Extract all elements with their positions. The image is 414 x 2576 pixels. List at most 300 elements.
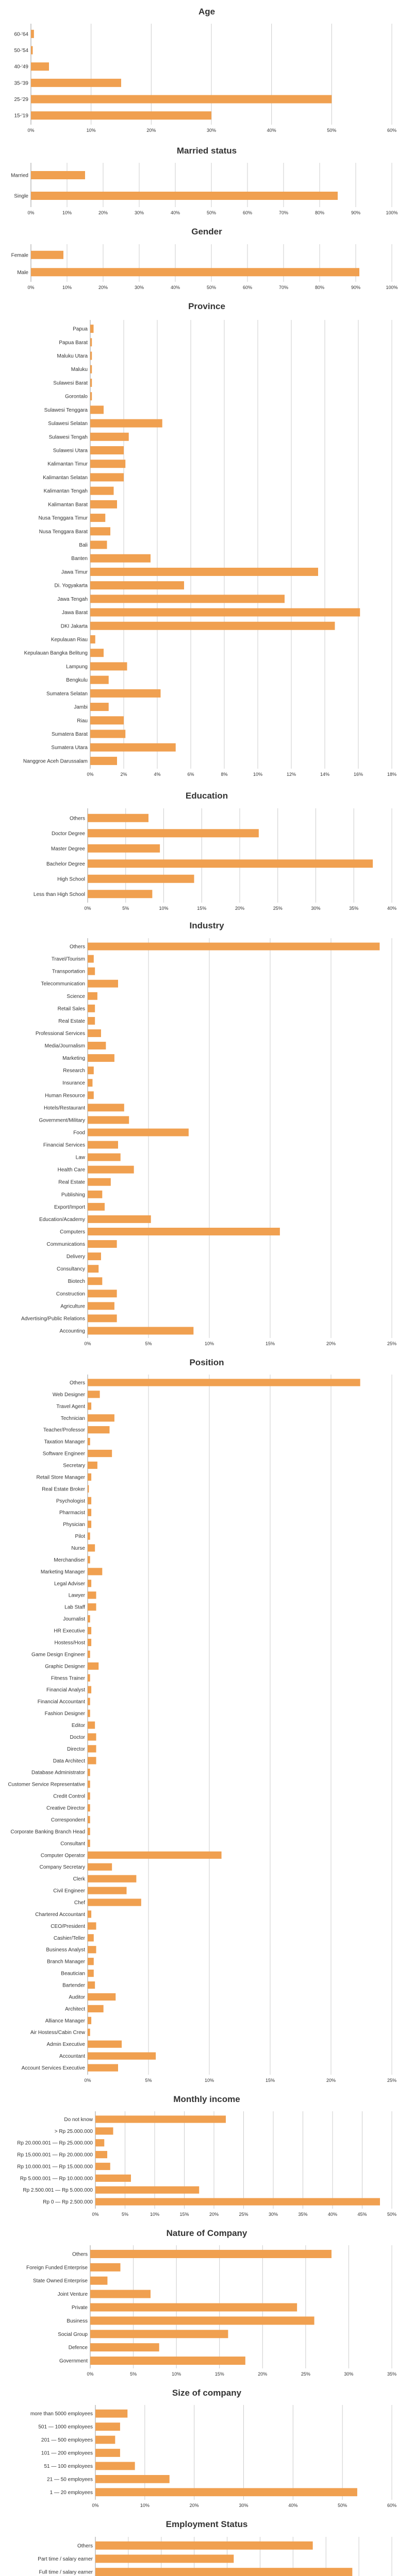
province-category-label-20: Jawa Tengah [57,596,88,602]
nature-of-company-tick-label-3: 15% [214,2371,224,2377]
position-category-label-25: Fitness Trainer [51,1675,85,1682]
industry-bar-food-15 [88,1129,189,1137]
size-of-company-category-label-2: 201 — 500 employees [41,2437,93,2444]
position-bar-taxation-manager-5 [88,1438,90,1445]
industry-tick-label-1: 5% [145,1341,152,1346]
province-tick-label-5: 10% [253,772,263,777]
position-category-label-34: Customer Service Representative [8,1782,85,1788]
province-bar-sulawesi-barat-4 [90,379,92,387]
industry-bar-human-resource-12 [88,1091,94,1099]
nature-of-company-bar-others-0 [90,2250,332,2258]
province-category-label-22: DKI Jakarta [60,623,88,630]
position-bar-fitness-trainer-25 [88,1674,90,1682]
industry-category-label-18: Health Care [57,1167,85,1173]
age-tick-label-4: 40% [267,128,276,133]
position-category-label-2: Travel Agent [56,1403,85,1410]
position-bar-others-0 [88,1379,360,1386]
position-category-label-12: Physician [63,1522,85,1528]
size-of-company-bar-more-than-5000-employees-0 [95,2410,127,2418]
industry-category-label-16: Financial Services [43,1142,85,1148]
province-bar-nusa-tenggara-barat-15 [90,527,110,535]
size-of-company-bar-101-200-employees-3 [95,2449,120,2457]
size-of-company-tick-label-6: 60% [387,2503,397,2508]
gender-bar-female-0 [31,251,63,259]
position-category-label-18: Lawyer [68,1592,85,1599]
employment-status-bar-others-0 [95,2541,313,2550]
age-category-label-5: 15-'19 [14,113,28,119]
nature-of-company-tick-label-2: 10% [172,2371,181,2377]
position-category-label-49: Branch Manager [47,1959,85,1965]
province-tick-label-6: 12% [286,772,296,777]
age-tick-label-6: 60% [387,128,397,133]
province-chart-title: Province [188,301,225,311]
position-category-label-43: Civil Engineer [53,1888,85,1894]
position-bar-chartered-accountant-45 [88,1910,91,1918]
nature-of-company-category-label-8: Government [59,2358,88,2364]
nature-of-company-bar-business-5 [90,2316,314,2325]
position-category-label-6: Software Engineer [42,1451,85,1457]
monthly-income-tick-label-3: 15% [179,2212,189,2217]
industry-bar-hotels-restaurant-13 [88,1104,124,1111]
gender-category-label-0: Female [11,252,28,259]
industry-category-label-30: Advertising/Public Relations [21,1316,85,1322]
province-tick-label-3: 6% [187,772,194,777]
position-category-label-52: Auditor [69,1994,85,2001]
province-category-label-17: Banten [71,556,88,562]
position-bar-customer-service-representative-34 [88,1781,90,1788]
gender-tick-label-1: 10% [62,285,72,290]
province-category-label-13: Kalimantan Barat [48,502,88,508]
monthly-income-bar-rp-25-000-000-1 [95,2127,113,2134]
size-of-company-bar-1-20-employees-6 [95,2488,357,2496]
province-category-label-28: Jambi [74,704,88,710]
position-bar-database-administrator-33 [88,1769,90,1776]
province-bar-kepulauan-bangka-belitung-24 [90,649,104,657]
age-category-label-3: 35-'39 [14,80,28,87]
position-category-label-50: Beautician [61,1971,85,1977]
position-bar-director-31 [88,1745,96,1752]
gender-tick-label-7: 70% [278,285,289,290]
monthly-income-bar-rp-0-rp-2-500-000-7 [95,2198,380,2205]
nature-of-company-category-label-7: Defence [68,2345,88,2351]
gender-tick-label-2: 20% [98,285,108,290]
position-category-label-9: Real Estate Broker [42,1486,85,1493]
industry-bar-real-estate-6 [88,1017,95,1025]
province-category-label-18: Jawa Timur [61,569,88,575]
monthly-income-category-label-4: Rp 10.000.001 — Rp 15.000.000 [17,2164,93,2170]
size-of-company-tick-label-3: 30% [239,2503,249,2508]
industry-bar-export-import-21 [88,1203,105,1211]
nature-of-company-bar-joint-venture-3 [90,2290,151,2298]
position-category-label-54: Alliance Manager [45,2018,85,2024]
industry-category-label-2: Transportation [52,969,85,975]
monthly-income-tick-label-6: 30% [268,2212,278,2217]
position-category-label-42: Clerk [73,1876,85,1883]
position-tick-label-2: 10% [204,2078,214,2083]
position-bar-cashier-teller-47 [88,1934,94,1941]
education-category-label-0: Others [69,816,85,822]
province-bar-jawa-tengah-20 [90,595,285,603]
industry-category-label-27: Biotech [68,1279,85,1285]
industry-category-label-19: Real Estate [58,1179,85,1185]
position-category-label-14: Nurse [71,1546,85,1552]
married-status-tick-label-1: 10% [62,210,72,215]
married-status-tick-label-4: 40% [170,210,180,215]
position-tick-label-0: 0% [84,2078,91,2083]
education-bar-high-school-4 [88,875,194,883]
education-bar-doctor-degree-1 [88,829,259,837]
position-category-label-38: Corporate Banking Branch Head [10,1829,85,1835]
age-category-label-0: 60-'64 [14,31,28,38]
monthly-income-bar-do-not-know-0 [95,2115,226,2123]
monthly-income-bar-rp-2-500-001-rp-5-000-000-6 [95,2187,199,2194]
province-bar-nanggroe-aceh-darussalam-32 [90,757,117,765]
position-bar-game-design-engineer-23 [88,1651,90,1658]
size-of-company-category-label-5: 21 — 50 employees [47,2477,93,2483]
province-bar-bengkulu-26 [90,676,109,684]
size-of-company-bar-21-50-employees-5 [95,2475,170,2483]
position-category-label-22: Hostess/Host [54,1640,85,1646]
position-bar-graphic-designer-24 [88,1663,98,1670]
position-tick-label-4: 20% [326,2078,336,2083]
province-bar-gorontalo-5 [90,392,92,400]
province-category-label-4: Sulawesi Barat [53,380,88,386]
position-tick-label-5: 25% [387,2078,397,2083]
industry-bar-biotech-27 [88,1277,102,1285]
size-of-company-category-label-6: 1 — 20 employees [49,2489,93,2496]
position-category-label-24: Graphic Designer [45,1664,85,1670]
married-status-bar-single-1 [31,192,338,200]
position-bar-hostess-host-22 [88,1639,91,1646]
position-category-label-16: Marketing Manager [40,1569,85,1575]
education-tick-label-6: 30% [311,906,321,911]
position-bar-software-engineer-6 [88,1450,112,1457]
monthly-income-tick-label-8: 40% [327,2212,338,2217]
married-status-tick-label-9: 90% [351,210,361,215]
married-status-tick-label-6: 60% [242,210,253,215]
industry-bar-marketing-9 [88,1054,114,1062]
position-bar-teacher-professor-4 [88,1426,109,1433]
position-category-label-53: Architect [65,2006,85,2012]
industry-category-label-28: Construction [56,1291,85,1297]
industry-category-label-12: Human Resource [45,1093,85,1099]
province-category-label-29: Riau [77,718,88,724]
province-bar-maluku-3 [90,365,92,374]
gender-tick-label-8: 80% [314,285,325,290]
married-status-bar-married-0 [31,171,85,179]
province-tick-label-1: 2% [120,772,127,777]
industry-category-label-14: Government/Military [39,1117,85,1124]
province-category-label-32: Nanggroe Aceh Darussalam [23,758,88,765]
position-bar-hr-executive-21 [88,1627,91,1634]
position-category-label-33: Database Administrator [31,1770,85,1776]
position-category-label-5: Taxation Manager [44,1439,85,1445]
education-bar-bachelor-degree-3 [88,859,373,868]
position-bar-nurse-14 [88,1544,95,1551]
position-bar-business-analyst-48 [88,1946,96,1953]
province-bar-nusa-tenggara-timur-14 [90,514,105,522]
monthly-income-bar-rp-10-000-001-rp-15-000-000-4 [95,2163,110,2170]
nature-of-company-tick-label-4: 20% [258,2371,268,2377]
province-bar-papua-barat-1 [90,338,92,346]
industry-category-label-24: Communications [46,1242,85,1248]
industry-category-label-9: Marketing [62,1056,85,1062]
industry-bar-agriculture-29 [88,1302,114,1310]
industry-bar-travel-tourism-1 [88,955,94,963]
industry-category-label-10: Research [63,1068,85,1074]
position-bar-ceo-president-46 [88,1922,96,1929]
position-category-label-47: Cashier/Teller [53,1935,85,1941]
industry-category-label-26: Consultancy [56,1266,85,1273]
age-category-label-2: 40-'49 [14,64,28,70]
industry-bar-communications-24 [88,1240,117,1248]
age-bar-25-29-4 [31,95,332,104]
married-status-tick-label-3: 30% [134,210,144,215]
province-category-label-21: Jawa Barat [61,610,88,616]
position-category-label-26: Financial Analyst [46,1687,85,1693]
age-bar-50-54-1 [31,46,33,55]
size-of-company-bar-201-500-employees-2 [95,2436,115,2444]
married-status-category-label-1: Single [14,193,28,199]
province-bar-kepulauan-riau-23 [90,635,95,643]
industry-chart-title: Industry [189,921,224,930]
province-category-label-19: Di. Yogyakarta [54,583,88,589]
employment-status-chart-title: Employment Status [165,2519,248,2529]
age-tick-label-3: 30% [206,128,217,133]
gender-tick-label-9: 90% [351,285,361,290]
position-bar-fashion-designer-28 [88,1709,90,1717]
position-bar-journalist-20 [88,1615,90,1622]
education-tick-label-7: 35% [349,906,359,911]
size-of-company-category-label-3: 101 — 200 employees [41,2450,93,2456]
industry-bar-transportation-2 [88,968,95,975]
position-category-label-35: Credit Control [53,1793,85,1800]
position-bar-lab-staff-19 [88,1603,96,1611]
nature-of-company-tick-label-1: 5% [130,2371,137,2377]
monthly-income-bar-rp-20-000-001-rp-25-000-000-2 [95,2139,104,2146]
position-category-label-1: Web Designer [52,1392,85,1398]
industry-category-label-4: Science [67,993,85,999]
size-of-company-bar-501-1000-employees-1 [95,2422,120,2431]
position-category-label-28: Fashion Designer [44,1711,85,1717]
province-bar-maluku-utara-2 [90,352,92,360]
position-category-label-21: HR Executive [54,1628,85,1634]
industry-tick-label-5: 25% [387,1341,397,1346]
position-bar-financial-accountant-27 [88,1698,90,1705]
married-status-tick-label-8: 80% [314,210,325,215]
province-bar-riau-29 [90,716,124,724]
industry-category-label-17: Law [75,1155,85,1161]
position-bar-admin-executive-56 [88,2041,122,2048]
province-bar-kalimantan-timur-10 [90,460,125,468]
position-category-label-37: Correspondent [51,1817,85,1823]
industry-category-label-7: Professional Services [35,1030,85,1037]
industry-category-label-22: Education/Academy [39,1216,85,1223]
position-category-label-55: Air Hostess/Cabin Crew [30,2030,85,2036]
nature-of-company-bar-private-4 [90,2303,297,2312]
position-bar-clerk-42 [88,1875,136,1883]
married-status-tick-label-5: 50% [206,210,217,215]
married-status-tick-label-10: 100% [386,210,398,215]
industry-bar-financial-services-16 [88,1141,118,1149]
industry-bar-others-0 [88,943,379,951]
position-bar-corporate-banking-branch-head-38 [88,1828,90,1835]
size-of-company-category-label-4: 51 — 100 employees [44,2463,93,2469]
position-category-label-57: Accountant [59,2054,85,2060]
province-bar-jambi-28 [90,703,109,711]
position-category-label-7: Secretary [63,1463,85,1469]
position-bar-creative-director-36 [88,1804,90,1811]
industry-category-label-21: Export/Import [54,1204,85,1210]
education-category-label-4: High School [57,876,85,883]
position-category-label-19: Lab Staff [64,1604,85,1611]
education-tick-label-8: 40% [387,906,397,911]
industry-bar-insurance-11 [88,1079,92,1087]
industry-bar-consultancy-26 [88,1265,98,1273]
province-category-label-24: Kepulauan Bangka Belitung [24,650,88,656]
gender-bar-male-1 [31,268,359,276]
monthly-income-tick-label-2: 10% [150,2212,160,2217]
province-bar-kalimantan-barat-13 [90,500,117,509]
education-bar-less-than-high-school-5 [88,890,152,898]
position-category-label-3: Technician [60,1415,85,1421]
nature-of-company-bar-defence-7 [90,2343,159,2351]
province-category-label-2: Maluku Utara [57,353,88,360]
province-bar-sumatera-barat-30 [90,730,125,738]
employment-status-category-label-0: Others [77,2543,93,2549]
position-bar-travel-agent-2 [88,1402,91,1410]
age-chart-title: Age [198,7,216,16]
position-chart-title: Position [189,1358,224,1367]
industry-bar-government-military-14 [88,1116,129,1124]
position-bar-pharmacist-11 [88,1509,91,1516]
nature-of-company-category-label-3: Joint Venture [57,2292,88,2298]
position-bar-physician-12 [88,1521,91,1528]
education-category-label-5: Less than High School [33,891,85,897]
province-category-label-6: Sulawesi Tenggara [44,407,88,413]
province-bar-sulawesi-tenggara-6 [90,405,104,414]
employment-status-bar-part-time-salary-earner-1 [95,2555,234,2563]
industry-category-label-13: Hotels/Restaurant [43,1105,85,1111]
position-category-label-51: Bartender [62,1982,85,1989]
size-of-company-category-label-1: 501 — 1000 employees [38,2424,93,2430]
province-category-label-8: Sulawesi Tengah [48,434,88,440]
employment-status-category-label-1: Part time / salary earner [38,2556,93,2562]
position-bar-civil-engineer-43 [88,1887,127,1894]
position-bar-accountant-57 [88,2052,156,2059]
size-of-company-tick-label-1: 10% [140,2503,150,2508]
industry-bar-telecommunication-3 [88,980,118,988]
position-bar-architect-53 [88,2005,104,2012]
nature-of-company-category-label-4: Private [71,2305,88,2311]
age-tick-label-0: 0% [27,128,35,133]
education-category-label-2: Master Degree [51,846,85,852]
gender-category-label-1: Male [17,269,28,276]
nature-of-company-category-label-5: Business [67,2318,88,2324]
position-bar-account-services-executive-58 [88,2064,118,2071]
education-category-label-1: Doctor Degree [51,831,85,837]
industry-category-label-31: Accounting [59,1328,85,1334]
position-category-label-32: Data Architect [53,1758,85,1764]
position-bar-legal-adviser-17 [88,1580,91,1587]
position-category-label-44: Chef [74,1900,85,1906]
nature-of-company-category-label-2: State Owned Enterprise [32,2278,88,2284]
age-bar-60-64-0 [31,30,34,38]
industry-category-label-20: Publishing [61,1192,85,1198]
industry-tick-label-4: 20% [326,1341,336,1346]
position-category-label-41: Company Secretary [39,1865,85,1871]
nature-of-company-tick-label-0: 0% [87,2371,94,2377]
nature-of-company-category-label-0: Others [72,2251,88,2258]
province-category-label-16: Bali [79,543,88,548]
province-category-label-26: Bengkulu [66,677,88,684]
position-category-label-29: Editor [71,1723,85,1728]
province-bar-sumatera-utara-31 [90,743,176,752]
gender-tick-label-6: 60% [242,285,253,290]
province-bar-kalimantan-selatan-11 [90,473,124,481]
education-bar-others-0 [88,814,148,822]
province-category-label-5: Gorontalo [65,394,88,400]
province-bar-sulawesi-tengah-8 [90,433,129,441]
position-bar-company-secretary-41 [88,1863,112,1871]
industry-category-label-15: Food [73,1130,85,1136]
industry-tick-label-3: 15% [265,1341,275,1346]
position-bar-consultant-39 [88,1840,90,1847]
position-bar-technician-3 [88,1414,114,1421]
industry-bar-media-journalism-8 [88,1042,106,1049]
position-category-label-8: Retail Store Manager [36,1475,85,1481]
province-bar-kalimantan-tengah-12 [90,487,114,495]
monthly-income-tick-label-5: 25% [239,2212,249,2217]
position-bar-lawyer-18 [88,1591,96,1599]
industry-category-label-1: Travel/Tourism [51,956,85,962]
province-category-label-23: Kepulauan Riau [51,637,88,643]
gender-tick-label-5: 50% [206,285,217,290]
industry-bar-construction-28 [88,1290,117,1297]
industry-category-label-11: Insurance [62,1080,85,1087]
province-tick-label-8: 16% [353,772,363,777]
age-category-label-4: 25-'29 [14,97,28,103]
age-bar-35-39-3 [31,79,121,87]
education-chart-title: Education [185,791,228,801]
position-category-label-17: Legal Adviser [54,1581,85,1587]
position-bar-credit-control-35 [88,1792,90,1800]
position-bar-correspondent-37 [88,1816,90,1823]
industry-tick-label-0: 0% [84,1341,91,1346]
position-category-label-11: Pharmacist [59,1510,85,1516]
position-bar-data-architect-32 [88,1757,96,1764]
province-category-label-25: Lampung [66,664,88,670]
position-category-label-46: CEO/President [51,1923,85,1929]
education-bar-master-degree-2 [88,844,160,853]
age-tick-label-2: 20% [146,128,156,133]
industry-bar-computers-23 [88,1228,280,1235]
position-tick-label-3: 15% [265,2078,275,2083]
employment-status-bar-full-time-salary-earner-2 [95,2568,352,2576]
married-status-tick-label-7: 70% [278,210,289,215]
industry-category-label-0: Others [69,944,85,950]
industry-category-label-3: Telecommunication [41,981,85,987]
position-bar-financial-analyst-26 [88,1686,91,1693]
position-bar-marketing-manager-16 [88,1568,102,1575]
position-bar-beautician-50 [88,1970,94,1977]
education-tick-label-4: 20% [235,906,245,911]
monthly-income-tick-label-0: 0% [92,2212,99,2217]
industry-bar-delivery-25 [88,1252,101,1260]
position-bar-merchandiser-15 [88,1556,90,1563]
position-bar-bartender-51 [88,1981,95,1989]
position-bar-secretary-7 [88,1462,97,1469]
